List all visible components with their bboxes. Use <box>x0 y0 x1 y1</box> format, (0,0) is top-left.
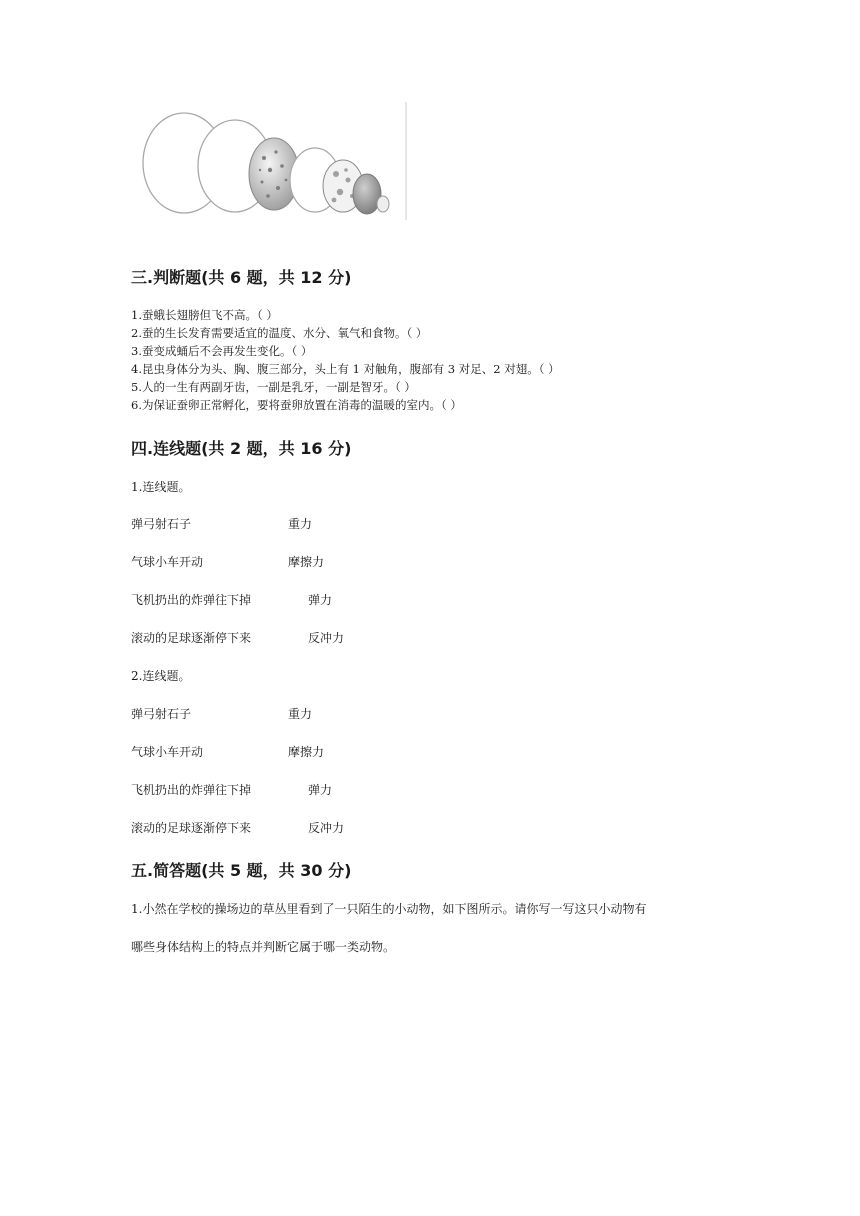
match-q2-left-2: 气球小车开动 <box>131 745 204 759</box>
tiny-egg <box>377 196 389 212</box>
judge-item-2: 2.蚕的生长发育需要适宜的温度、水分、氧气和食物。（ ） <box>131 326 428 340</box>
match-q2-left-1: 弹弓射石子 <box>131 707 192 721</box>
match-q1-right-2: 摩擦力 <box>288 555 325 569</box>
match-q1-left-2: 气球小车开动 <box>131 555 204 569</box>
section-4-title: 四.连线题(共 2 题，共 16 分) <box>131 439 352 458</box>
egg-size-figure <box>140 100 412 224</box>
match-q2-prompt: 2.连线题。 <box>131 669 191 683</box>
match-q1-right-4: 反冲力 <box>308 631 345 645</box>
match-q2-right-4: 反冲力 <box>308 821 345 835</box>
match-q1-prompt: 1.连线题。 <box>131 480 191 494</box>
match-q2-right-1: 重力 <box>288 707 313 721</box>
section-5-title: 五.简答题(共 5 题，共 30 分) <box>131 861 352 880</box>
match-q2-left-4: 滚动的足球逐渐停下来 <box>131 821 252 835</box>
judge-item-4: 4.昆虫身体分为头、胸、腹三部分，头上有 1 对触角，腹部有 3 对足、2 对翅。（ ） <box>131 362 560 376</box>
judge-item-5: 5.人的一生有两副牙齿，一副是乳牙，一副是智牙。（ ） <box>131 380 416 394</box>
match-q1-left-4: 滚动的足球逐渐停下来 <box>131 631 252 645</box>
match-q2-right-2: 摩擦力 <box>288 745 325 759</box>
match-q2-right-3: 弹力 <box>308 783 333 797</box>
judge-item-6: 6.为保证蚕卵正常孵化，要将蚕卵放置在消毒的温暖的室内。（ ） <box>131 398 462 412</box>
match-q1-left-1: 弹弓射石子 <box>131 517 192 531</box>
match-q2-left-3: 飞机扔出的炸弹往下掉 <box>131 783 252 797</box>
short-answer-q1-line-1: 1.小然在学校的操场边的草丛里看到了一只陌生的小动物，如下图所示。请你写一写这只小动物有 <box>131 902 647 916</box>
judge-item-1: 1.蚕蛾长翅膀但飞不高。（ ） <box>131 308 278 322</box>
section-3-title: 三.判断题(共 6 题，共 12 分) <box>131 268 352 287</box>
match-q1-left-3: 飞机扔出的炸弹往下掉 <box>131 593 252 607</box>
match-q1-right-3: 弹力 <box>308 593 333 607</box>
judge-item-3: 3.蚕变成蛹后不会再发生变化。（ ） <box>131 344 313 358</box>
match-q1-right-1: 重力 <box>288 517 313 531</box>
small-egg <box>353 174 381 214</box>
short-answer-q1-line-2: 哪些身体结构上的特点并判断它属于哪一类动物。 <box>131 940 396 954</box>
